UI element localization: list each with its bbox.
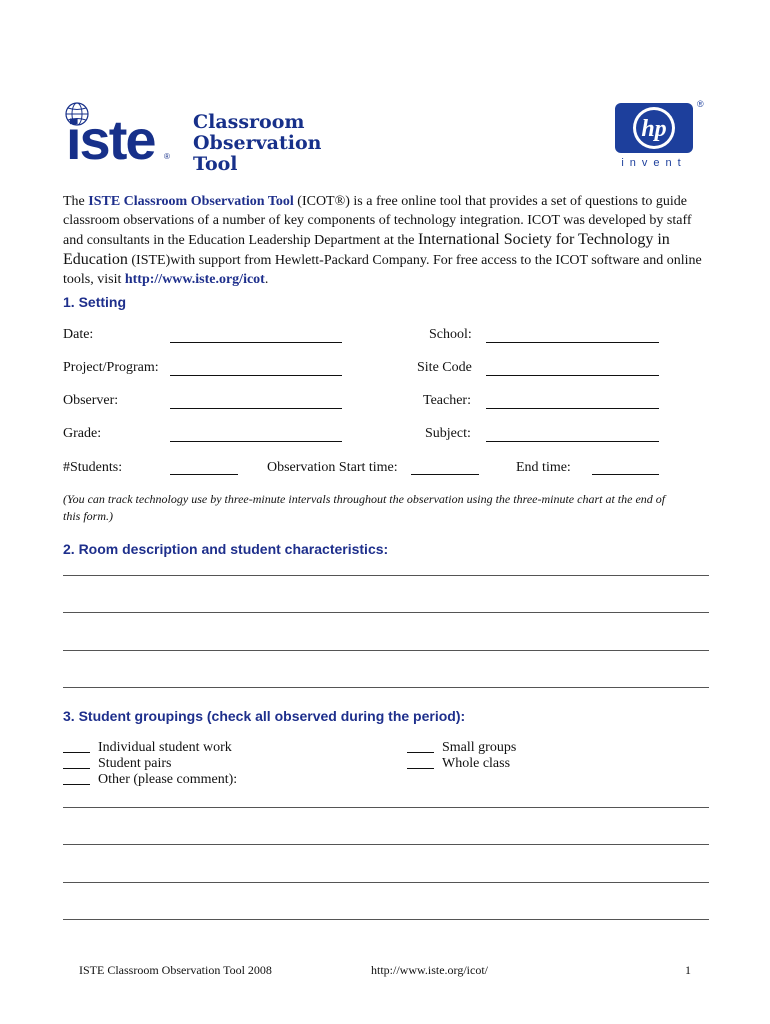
section-heading-setting: 1. Setting	[63, 294, 127, 310]
grouping-option-small-groups[interactable]	[407, 740, 516, 756]
room-description-line[interactable]	[63, 687, 709, 688]
tracking-note: (You can track technology use by three-minute intervals throughout the observation using the three-minute chart at the end of this form.)	[63, 492, 666, 523]
grouping-option-label: Small groups	[442, 740, 517, 755]
end-time-label: End time:	[516, 460, 571, 475]
project-field[interactable]	[170, 375, 342, 376]
grade-label: Grade:	[63, 426, 102, 441]
iste-logo: iste	[66, 108, 155, 171]
students-field[interactable]	[170, 474, 238, 475]
footer-title: ISTE Classroom Observation Tool 2008	[79, 963, 272, 977]
observer-label: Observer:	[63, 393, 119, 408]
hp-logo	[614, 102, 694, 154]
school-field[interactable]	[486, 342, 659, 343]
check-blank[interactable]	[407, 768, 434, 769]
room-description-line[interactable]	[63, 650, 709, 651]
check-blank[interactable]	[63, 768, 90, 769]
hp-registered-mark: ®	[697, 99, 704, 109]
intro-text: The	[63, 194, 89, 209]
project-label: Project/Program:	[63, 360, 159, 375]
tool-name: ISTE Classroom Observation Tool	[88, 194, 294, 209]
students-label: #Students:	[63, 460, 123, 475]
comment-line[interactable]	[63, 919, 709, 920]
hp-tagline: invent	[621, 157, 687, 169]
observer-field[interactable]	[170, 408, 342, 409]
site-code-field[interactable]	[486, 375, 659, 376]
comment-line[interactable]	[63, 844, 709, 845]
start-time-label: Observation Start time:	[267, 460, 398, 475]
grouping-option-whole-class[interactable]	[407, 756, 510, 772]
section-heading-room: 2. Room description and student characteristics:	[63, 541, 389, 557]
intro-text: (ISTE)with support from Hewlett-Packard Company. For free access to the ICOT software and online tools, visit	[63, 253, 702, 287]
subject-field[interactable]	[486, 441, 659, 442]
intro-text: .	[264, 272, 269, 287]
intro-paragraph	[63, 192, 713, 289]
grouping-option-label: Whole class	[442, 756, 511, 771]
end-time-field[interactable]	[592, 474, 659, 475]
intro-text: (ICOT®) is a free online tool that provides a set of questions to guide classroom observations of a number of key components of technology integration. ICOT was developed by staff and consultants in the Education Leadership Department at the	[63, 194, 692, 248]
page-number: 1	[685, 963, 691, 977]
school-label: School:	[429, 327, 472, 342]
site-code-label: Site Code	[417, 360, 472, 375]
comment-line[interactable]	[63, 807, 709, 808]
subject-label: Subject:	[425, 426, 471, 441]
grouping-option-label: Individual student work	[98, 740, 232, 755]
title-line: Classroom	[193, 111, 305, 133]
start-time-field[interactable]	[411, 474, 479, 475]
footer-url[interactable]: http://www.iste.org/icot/	[371, 963, 488, 977]
room-description-line[interactable]	[63, 575, 709, 576]
room-description-line[interactable]	[63, 612, 709, 613]
org-name: International Society for Technology in Education	[63, 231, 670, 268]
check-blank[interactable]	[407, 752, 434, 753]
section-heading-groupings: 3. Student groupings (check all observed during the period):	[63, 708, 466, 724]
icot-link[interactable]: http://www.iste.org/icot	[124, 272, 265, 287]
grouping-option-label: Student pairs	[98, 756, 172, 771]
title-line: Tool	[193, 153, 238, 175]
teacher-label: Teacher:	[423, 393, 471, 408]
iste-registered-mark: ®	[164, 152, 170, 161]
date-field[interactable]	[170, 342, 342, 343]
hp-logo-text: hp	[641, 116, 667, 142]
document-title	[193, 112, 343, 175]
grouping-option-label: Other (please comment):	[98, 772, 238, 787]
grade-field[interactable]	[170, 441, 342, 442]
grouping-option-individual[interactable]	[63, 740, 232, 756]
title-line: Observation	[193, 132, 322, 154]
date-label: Date:	[63, 327, 94, 342]
grouping-option-other[interactable]	[63, 772, 237, 788]
teacher-field[interactable]	[486, 408, 659, 409]
check-blank[interactable]	[63, 784, 90, 785]
comment-line[interactable]	[63, 882, 709, 883]
check-blank[interactable]	[63, 752, 90, 753]
grouping-option-pairs[interactable]	[63, 756, 172, 772]
